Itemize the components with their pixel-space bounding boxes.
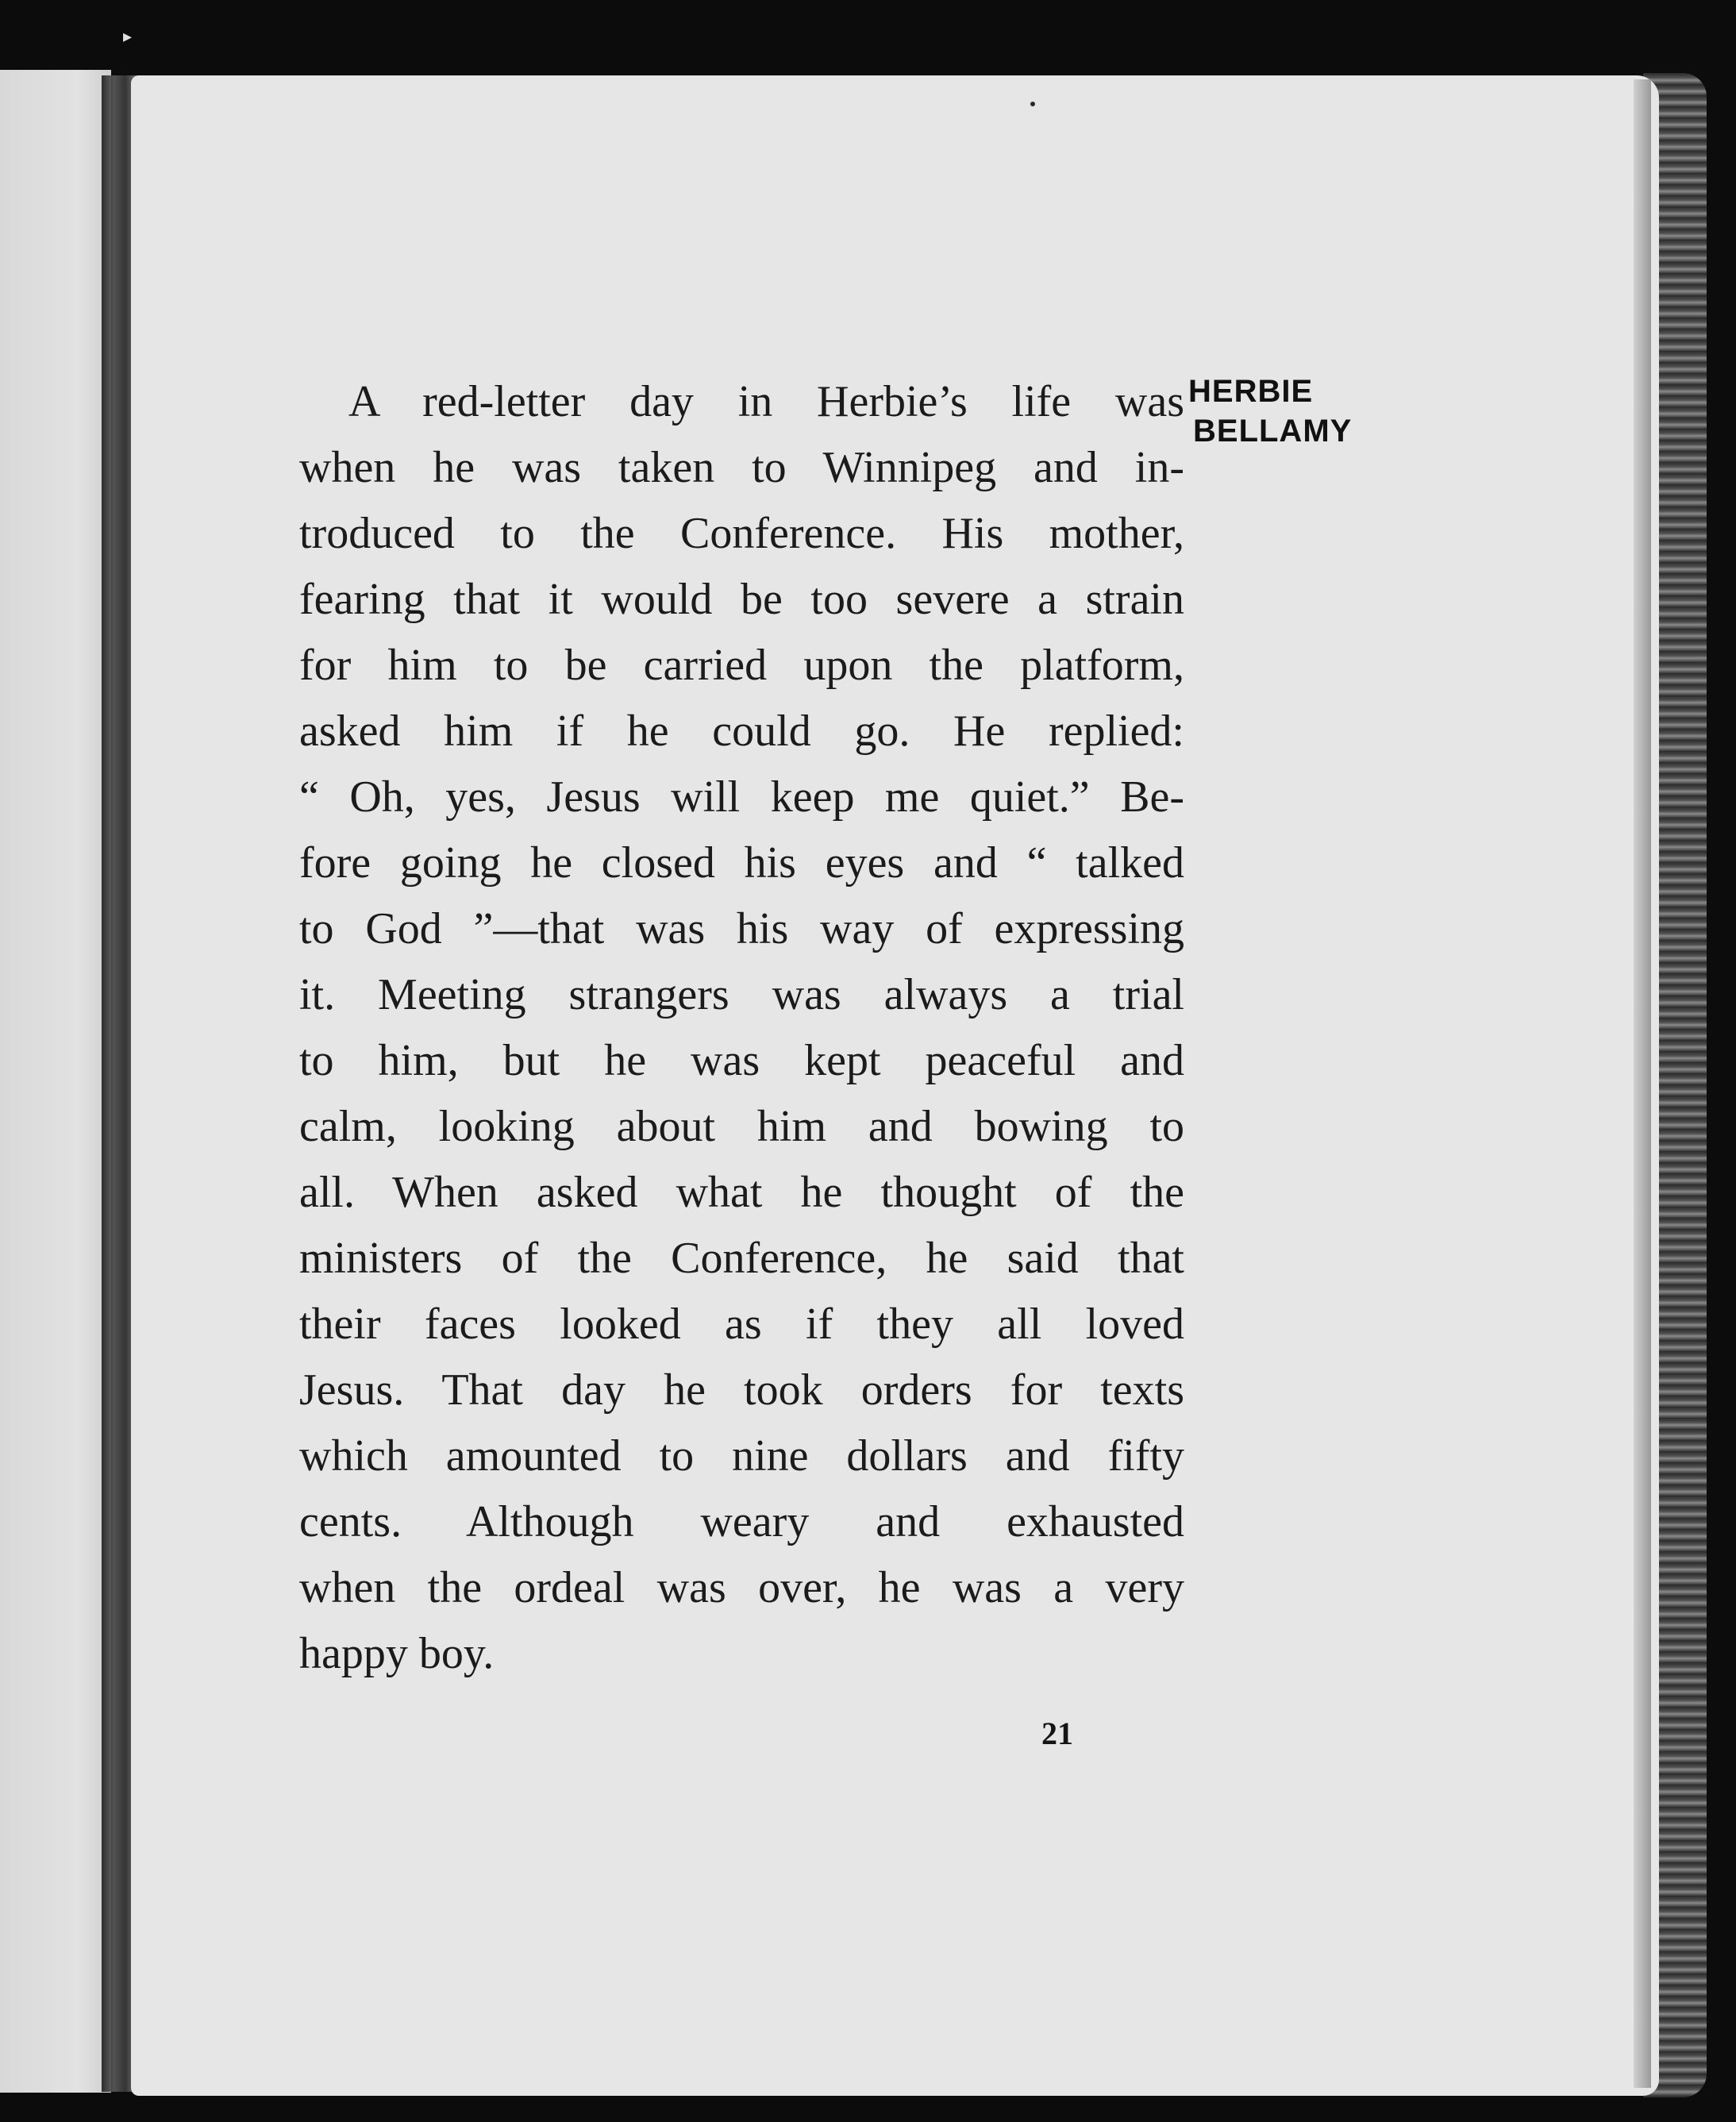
page-speck <box>1030 102 1035 106</box>
text-line: happy boy. <box>299 1629 495 1678</box>
previous-page-edge <box>0 70 111 2093</box>
text-line: calm, looking about him and bowing to <box>299 1102 1184 1151</box>
page-right-edge <box>1634 79 1651 2088</box>
text-line: ministers of the Conference, he said that <box>299 1234 1184 1283</box>
text-line: asked him if he could go. He replied: <box>299 707 1184 756</box>
text-line: all. When asked what he thought of the <box>299 1168 1184 1217</box>
body-paragraph <box>299 369 1184 1687</box>
text-line: it. Meeting strangers was always a trial <box>299 970 1184 1019</box>
text-line: troduced to the Conference. His mother, <box>299 509 1184 558</box>
text-line: fearing that it would be too severe a strain <box>299 575 1184 624</box>
running-sidenote <box>1188 372 1352 451</box>
text-line: when he was taken to Winnipeg and in- <box>299 443 1184 492</box>
text-line: which amounted to nine dollars and fifty <box>299 1431 1184 1481</box>
text-line: to God ”—that was his way of expressing <box>299 904 1184 953</box>
page-number: 21 <box>1041 1716 1073 1751</box>
text-line: for him to be carried upon the platform, <box>299 641 1184 690</box>
scan-corner-mark: ▸ <box>123 27 133 47</box>
sidenote-line-1: HERBIE <box>1188 374 1314 409</box>
sidenote-line-2: BELLAMY <box>1193 414 1353 449</box>
text-line: their faces looked as if they all loved <box>299 1300 1184 1349</box>
text-line: Jesus. That day he took orders for texts <box>299 1365 1184 1415</box>
text-line: cents. Although weary and exhausted <box>299 1497 1184 1546</box>
text-line: to him, but he was kept peaceful and <box>299 1036 1184 1085</box>
text-line: fore going he closed his eyes and “ talked <box>299 838 1184 888</box>
text-line: A red-letter day in Herbie’s life was <box>348 377 1184 426</box>
text-line: “ Oh, yes, Jesus will keep me quiet.” Be- <box>299 772 1184 822</box>
text-line: when the ordeal was over, he was a very <box>299 1563 1184 1612</box>
